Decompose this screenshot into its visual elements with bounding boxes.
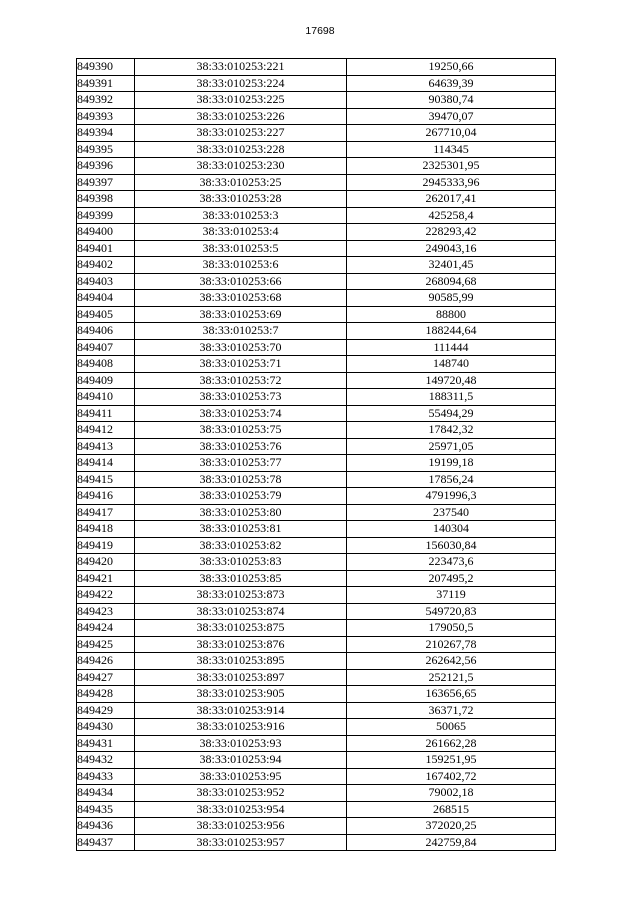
cadastral-number-cell: 38:33:010253:28	[135, 191, 347, 208]
cadastral-number-cell: 38:33:010253:69	[135, 306, 347, 323]
table-row	[77, 554, 556, 571]
value-cell: 267710,04	[347, 125, 556, 142]
table-row	[77, 240, 556, 257]
cadastral-number-cell: 38:33:010253:895	[135, 653, 347, 670]
cadastral-number-cell: 38:33:010253:95	[135, 768, 347, 785]
cadastral-number-cell: 38:33:010253:3	[135, 207, 347, 224]
row-id-cell: 849397	[77, 174, 135, 191]
table-row	[77, 752, 556, 769]
value-cell: 163656,65	[347, 686, 556, 703]
value-cell: 111444	[347, 339, 556, 356]
row-id-cell: 849421	[77, 570, 135, 587]
value-cell: 223473,6	[347, 554, 556, 571]
cadastral-number-cell: 38:33:010253:874	[135, 603, 347, 620]
row-id-cell: 849391	[77, 75, 135, 92]
table-row	[77, 224, 556, 241]
table-row	[77, 636, 556, 653]
cadastral-number-cell: 38:33:010253:4	[135, 224, 347, 241]
table-row	[77, 702, 556, 719]
row-id-cell: 849417	[77, 504, 135, 521]
row-id-cell: 849420	[77, 554, 135, 571]
table-row	[77, 339, 556, 356]
cadastral-number-cell: 38:33:010253:5	[135, 240, 347, 257]
value-cell: 148740	[347, 356, 556, 373]
table-row	[77, 323, 556, 340]
row-id-cell: 849422	[77, 587, 135, 604]
value-cell: 64639,39	[347, 75, 556, 92]
cadastral-number-cell: 38:33:010253:876	[135, 636, 347, 653]
value-cell: 549720,83	[347, 603, 556, 620]
row-id-cell: 849395	[77, 141, 135, 158]
table-row	[77, 438, 556, 455]
value-cell: 36371,72	[347, 702, 556, 719]
table-row	[77, 92, 556, 109]
row-id-cell: 849418	[77, 521, 135, 538]
row-id-cell: 849408	[77, 356, 135, 373]
table-row	[77, 59, 556, 76]
table-row	[77, 174, 556, 191]
cadastral-number-cell: 38:33:010253:71	[135, 356, 347, 373]
value-cell: 159251,95	[347, 752, 556, 769]
row-id-cell: 849396	[77, 158, 135, 175]
row-id-cell: 849394	[77, 125, 135, 142]
table-row	[77, 719, 556, 736]
cadastral-number-cell: 38:33:010253:72	[135, 372, 347, 389]
cadastral-number-cell: 38:33:010253:228	[135, 141, 347, 158]
table-row	[77, 273, 556, 290]
cadastral-number-cell: 38:33:010253:68	[135, 290, 347, 307]
value-cell: 249043,16	[347, 240, 556, 257]
cadastral-number-cell: 38:33:010253:66	[135, 273, 347, 290]
value-cell: 19250,66	[347, 59, 556, 76]
row-id-cell: 849431	[77, 735, 135, 752]
cadastral-number-cell: 38:33:010253:70	[135, 339, 347, 356]
table-row	[77, 75, 556, 92]
value-cell: 242759,84	[347, 834, 556, 851]
table-row	[77, 834, 556, 851]
cadastral-number-cell: 38:33:010253:914	[135, 702, 347, 719]
cadastral-number-cell: 38:33:010253:76	[135, 438, 347, 455]
row-id-cell: 849437	[77, 834, 135, 851]
table-row	[77, 488, 556, 505]
cadastral-number-cell: 38:33:010253:7	[135, 323, 347, 340]
table-row	[77, 141, 556, 158]
row-id-cell: 849409	[77, 372, 135, 389]
table-row	[77, 422, 556, 439]
cadastral-number-cell: 38:33:010253:75	[135, 422, 347, 439]
value-cell: 252121,5	[347, 669, 556, 686]
row-id-cell: 849404	[77, 290, 135, 307]
cadastral-number-cell: 38:33:010253:73	[135, 389, 347, 406]
table-row	[77, 356, 556, 373]
cadastral-number-cell: 38:33:010253:954	[135, 801, 347, 818]
table-row	[77, 455, 556, 472]
value-cell: 2945333,96	[347, 174, 556, 191]
table-row	[77, 521, 556, 538]
row-id-cell: 849390	[77, 59, 135, 76]
cadastral-number-cell: 38:33:010253:85	[135, 570, 347, 587]
value-cell: 372020,25	[347, 818, 556, 835]
table-row	[77, 108, 556, 125]
value-cell: 90585,99	[347, 290, 556, 307]
row-id-cell: 849411	[77, 405, 135, 422]
cadastral-number-cell: 38:33:010253:80	[135, 504, 347, 521]
row-id-cell: 849415	[77, 471, 135, 488]
table-row	[77, 306, 556, 323]
row-id-cell: 849419	[77, 537, 135, 554]
row-id-cell: 849400	[77, 224, 135, 241]
row-id-cell: 849407	[77, 339, 135, 356]
table-row	[77, 389, 556, 406]
value-cell: 268515	[347, 801, 556, 818]
value-cell: 167402,72	[347, 768, 556, 785]
row-id-cell: 849434	[77, 785, 135, 802]
cadastral-number-cell: 38:33:010253:25	[135, 174, 347, 191]
row-id-cell: 849410	[77, 389, 135, 406]
cadastral-number-cell: 38:33:010253:957	[135, 834, 347, 851]
value-cell: 4791996,3	[347, 488, 556, 505]
value-cell: 19199,18	[347, 455, 556, 472]
row-id-cell: 849393	[77, 108, 135, 125]
value-cell: 50065	[347, 719, 556, 736]
cadastral-number-cell: 38:33:010253:6	[135, 257, 347, 274]
cadastral-number-cell: 38:33:010253:224	[135, 75, 347, 92]
row-id-cell: 849435	[77, 801, 135, 818]
value-cell: 262017,41	[347, 191, 556, 208]
cadastral-number-cell: 38:33:010253:79	[135, 488, 347, 505]
table-row	[77, 818, 556, 835]
table-body	[77, 59, 556, 851]
table-row	[77, 504, 556, 521]
cadastral-number-cell: 38:33:010253:873	[135, 587, 347, 604]
row-id-cell: 849392	[77, 92, 135, 109]
cadastral-number-cell: 38:33:010253:956	[135, 818, 347, 835]
row-id-cell: 849416	[77, 488, 135, 505]
cadastral-number-cell: 38:33:010253:77	[135, 455, 347, 472]
cadastral-number-cell: 38:33:010253:93	[135, 735, 347, 752]
table-row	[77, 653, 556, 670]
cadastral-number-cell: 38:33:010253:82	[135, 537, 347, 554]
value-cell: 17842,32	[347, 422, 556, 439]
value-cell: 39470,07	[347, 108, 556, 125]
table-row	[77, 570, 556, 587]
row-id-cell: 849399	[77, 207, 135, 224]
value-cell: 140304	[347, 521, 556, 538]
value-cell: 2325301,95	[347, 158, 556, 175]
row-id-cell: 849433	[77, 768, 135, 785]
cadastral-number-cell: 38:33:010253:83	[135, 554, 347, 571]
table-row	[77, 603, 556, 620]
cadastral-number-cell: 38:33:010253:221	[135, 59, 347, 76]
value-cell: 268094,68	[347, 273, 556, 290]
row-id-cell: 849428	[77, 686, 135, 703]
row-id-cell: 849423	[77, 603, 135, 620]
value-cell: 425258,4	[347, 207, 556, 224]
row-id-cell: 849429	[77, 702, 135, 719]
table-row	[77, 537, 556, 554]
value-cell: 32401,45	[347, 257, 556, 274]
value-cell: 156030,84	[347, 537, 556, 554]
cadastral-number-cell: 38:33:010253:78	[135, 471, 347, 488]
value-cell: 237540	[347, 504, 556, 521]
table-row	[77, 587, 556, 604]
cadastral-number-cell: 38:33:010253:897	[135, 669, 347, 686]
value-cell: 37119	[347, 587, 556, 604]
row-id-cell: 849406	[77, 323, 135, 340]
table-row	[77, 801, 556, 818]
table-row	[77, 125, 556, 142]
row-id-cell: 849402	[77, 257, 135, 274]
row-id-cell: 849405	[77, 306, 135, 323]
table-row	[77, 471, 556, 488]
value-cell: 261662,28	[347, 735, 556, 752]
cadastral-number-cell: 38:33:010253:81	[135, 521, 347, 538]
value-cell: 88800	[347, 306, 556, 323]
cadastral-number-cell: 38:33:010253:94	[135, 752, 347, 769]
value-cell: 262642,56	[347, 653, 556, 670]
value-cell: 228293,42	[347, 224, 556, 241]
cadastral-number-cell: 38:33:010253:74	[135, 405, 347, 422]
cadastral-number-cell: 38:33:010253:875	[135, 620, 347, 637]
table-row	[77, 686, 556, 703]
value-cell: 210267,78	[347, 636, 556, 653]
cadastral-number-cell: 38:33:010253:226	[135, 108, 347, 125]
cadastral-number-cell: 38:33:010253:230	[135, 158, 347, 175]
value-cell: 90380,74	[347, 92, 556, 109]
table-row	[77, 290, 556, 307]
row-id-cell: 849414	[77, 455, 135, 472]
row-id-cell: 849413	[77, 438, 135, 455]
value-cell: 188244,64	[347, 323, 556, 340]
table-row	[77, 372, 556, 389]
row-id-cell: 849427	[77, 669, 135, 686]
row-id-cell: 849412	[77, 422, 135, 439]
value-cell: 149720,48	[347, 372, 556, 389]
value-cell: 114345	[347, 141, 556, 158]
row-id-cell: 849403	[77, 273, 135, 290]
row-id-cell: 849432	[77, 752, 135, 769]
cadastral-number-cell: 38:33:010253:952	[135, 785, 347, 802]
value-cell: 188311,5	[347, 389, 556, 406]
row-id-cell: 849436	[77, 818, 135, 835]
value-cell: 25971,05	[347, 438, 556, 455]
row-id-cell: 849425	[77, 636, 135, 653]
cadastral-value-table	[76, 58, 556, 851]
table-row	[77, 191, 556, 208]
row-id-cell: 849398	[77, 191, 135, 208]
value-cell: 55494,29	[347, 405, 556, 422]
table-row	[77, 207, 556, 224]
table-row	[77, 768, 556, 785]
cadastral-number-cell: 38:33:010253:916	[135, 719, 347, 736]
page-number: 17698	[305, 25, 335, 37]
row-id-cell: 849430	[77, 719, 135, 736]
cadastral-number-cell: 38:33:010253:225	[135, 92, 347, 109]
row-id-cell: 849401	[77, 240, 135, 257]
table-row	[77, 405, 556, 422]
row-id-cell: 849426	[77, 653, 135, 670]
cadastral-number-cell: 38:33:010253:905	[135, 686, 347, 703]
value-cell: 17856,24	[347, 471, 556, 488]
row-id-cell: 849424	[77, 620, 135, 637]
value-cell: 207495,2	[347, 570, 556, 587]
table-row	[77, 158, 556, 175]
table-row	[77, 785, 556, 802]
table-row	[77, 620, 556, 637]
table-row	[77, 669, 556, 686]
table-row	[77, 735, 556, 752]
value-cell: 79002,18	[347, 785, 556, 802]
cadastral-number-cell: 38:33:010253:227	[135, 125, 347, 142]
value-cell: 179050,5	[347, 620, 556, 637]
table-row	[77, 257, 556, 274]
